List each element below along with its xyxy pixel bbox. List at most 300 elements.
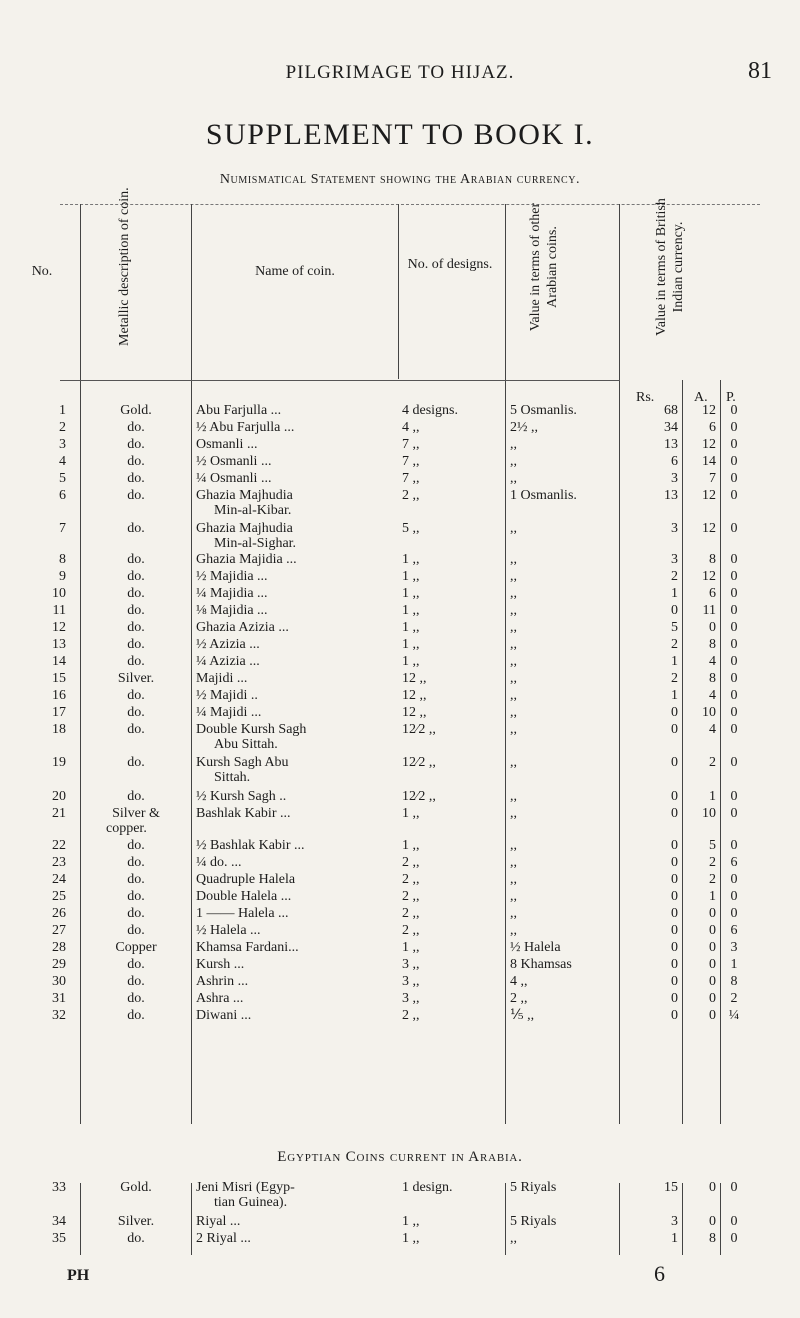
cell-designs: 1 ,, — [402, 1231, 420, 1246]
header-designs: No. of designs. — [407, 257, 493, 272]
cell-arabian: ½ Halela — [510, 940, 561, 955]
cell-metal: do. — [127, 637, 145, 652]
cell-arabian: 5 Riyals — [510, 1180, 557, 1195]
cell-metal: Gold. — [120, 1180, 152, 1195]
cell-p: 0 — [730, 403, 738, 418]
cell-arabian: 5 Osmanlis. — [510, 403, 577, 418]
cell-designs: 1 ,, — [402, 806, 420, 821]
cell-a: 11 — [702, 603, 716, 618]
header-metal: Metallic description of coin. — [117, 187, 132, 346]
cell-metal: do. — [127, 991, 145, 1006]
section-title: Egyptian Coins current in Arabia. — [277, 1149, 523, 1165]
cell-rs: 0 — [671, 705, 678, 720]
table-row — [0, 855, 800, 870]
table-row — [0, 488, 800, 503]
cell-designs: 12 ,, — [402, 688, 427, 703]
table-row — [0, 671, 800, 686]
table-row — [0, 923, 800, 938]
cell-a: 0 — [709, 991, 716, 1006]
cell-arabian: ,, — [510, 872, 517, 887]
cell-a: 0 — [709, 923, 716, 938]
cell-metal: do. — [127, 906, 145, 921]
cell-rs: 1 — [671, 586, 678, 601]
cell-p: 0 — [730, 586, 738, 601]
cell-p: 0 — [730, 1180, 738, 1195]
cell-metal: do. — [127, 569, 145, 584]
cell-a: 14 — [702, 454, 716, 469]
table-row — [0, 471, 800, 486]
cell-rs: 68 — [664, 403, 678, 418]
cell-name: ¼ Majidi ... — [196, 705, 262, 720]
cell-no: 14 — [52, 654, 66, 669]
running-head — [0, 58, 800, 86]
cell-designs: 5 ,, — [402, 521, 420, 536]
cell-metal: do. — [127, 705, 145, 720]
cell-p: 6 — [730, 923, 738, 938]
cell-arabian: ,, — [510, 906, 517, 921]
cell-arabian: 2½ ,, — [510, 420, 538, 435]
cell-designs: 12 ,, — [402, 705, 427, 720]
cell-designs: 7 ,, — [402, 471, 420, 486]
cell-name: Ghazia Majhudia — [196, 488, 293, 503]
cell-arabian: ,, — [510, 722, 517, 737]
cell-designs: 1 ,, — [402, 620, 420, 635]
table-row — [0, 654, 800, 669]
cell-metal: do. — [127, 1231, 145, 1246]
cell-designs: 3 ,, — [402, 991, 420, 1006]
cell-no: 33 — [52, 1180, 66, 1195]
cell-arabian: ,, — [510, 1231, 517, 1246]
cell-metal: do. — [127, 654, 145, 669]
cell-rs: 3 — [671, 552, 678, 567]
cell-designs: 1 ,, — [402, 552, 420, 567]
cell-rs: 0 — [671, 906, 678, 921]
cell-p: 0 — [730, 889, 738, 904]
cell-metal: do. — [127, 437, 145, 452]
header-rule — [60, 380, 620, 381]
cell-metal: Gold. — [120, 403, 152, 418]
cell-rs: 0 — [671, 889, 678, 904]
header-british: Value in terms of British Indian currency. — [654, 198, 686, 336]
cell-name: ¼ Osmanli ... — [196, 471, 272, 486]
cell-p: 0 — [730, 521, 738, 536]
header-arabian: Value in terms of other Arabian coins. — [528, 202, 560, 332]
table-row — [0, 872, 800, 887]
cell-arabian: ,, — [510, 620, 517, 635]
cell-designs: 4 designs. — [402, 403, 458, 418]
cell-rs: 0 — [671, 603, 678, 618]
cell-name: ½ Osmanli ... — [196, 454, 272, 469]
cell-designs: 2 ,, — [402, 923, 420, 938]
cell-designs: 7 ,, — [402, 437, 420, 452]
cell-p: 0 — [730, 789, 738, 804]
cell-no: 16 — [52, 688, 66, 703]
cell-designs: 2 ,, — [402, 872, 420, 887]
cell-arabian: ,, — [510, 755, 517, 770]
cell-p: 0 — [730, 437, 738, 452]
cell-a: 2 — [709, 755, 716, 770]
table-row — [0, 1180, 800, 1195]
cell-designs: 1 ,, — [402, 637, 420, 652]
cell-p: 8 — [730, 974, 738, 989]
table-row — [0, 940, 800, 955]
cell-rs: 3 — [671, 521, 678, 536]
cell-metal: do. — [127, 620, 145, 635]
cell-rs: 0 — [671, 957, 678, 972]
cell-no: 6 — [59, 488, 66, 503]
cell-no: 18 — [52, 722, 66, 737]
cell-a: 0 — [709, 957, 716, 972]
cell-no: 35 — [52, 1231, 66, 1246]
cell-arabian: ,, — [510, 806, 517, 821]
cell-no: 10 — [52, 586, 66, 601]
cell-rs: 0 — [671, 722, 678, 737]
cell-no: 1 — [59, 403, 66, 418]
cell-no: 20 — [52, 789, 66, 804]
cell-no: 24 — [52, 872, 66, 887]
cell-a: 6 — [709, 420, 716, 435]
cell-designs: 1 ,, — [402, 654, 420, 669]
cell-rs: 0 — [671, 974, 678, 989]
cell-name: ⅛ Majidia ... — [196, 603, 268, 618]
cell-name: Majidi ... — [196, 671, 248, 686]
cell-no: 8 — [59, 552, 66, 567]
cell-arabian: ,, — [510, 789, 517, 804]
cell-no: 2 — [59, 420, 66, 435]
table-row — [0, 403, 800, 418]
cell-metal: do. — [127, 488, 145, 503]
table-row — [0, 806, 800, 821]
cell-a: 1 — [709, 889, 716, 904]
cell-arabian: ,, — [510, 654, 517, 669]
cell-name: ¼ Azizia ... — [196, 654, 260, 669]
cell-a: 8 — [709, 552, 716, 567]
cell-a: 7 — [709, 471, 716, 486]
cell-a: 12 — [702, 437, 716, 452]
table-row — [0, 838, 800, 853]
cell-p: 0 — [730, 806, 738, 821]
cell-name: ½ Majidia ... — [196, 569, 268, 584]
cell-a: 4 — [709, 722, 716, 737]
cell-metal: Silver. — [117, 1214, 155, 1229]
cell-metal: Silver. — [117, 671, 155, 686]
table-row — [0, 755, 800, 770]
cell-no: 13 — [52, 637, 66, 652]
cell-rs: 0 — [671, 838, 678, 853]
cell-rs: 0 — [671, 940, 678, 955]
cell-designs: 1 ,, — [402, 838, 420, 853]
cell-a: 12 — [702, 521, 716, 536]
cell-name: Double Kursh Sagh — [196, 722, 307, 737]
table-row — [0, 620, 800, 635]
cell-name: Ashrin ... — [196, 974, 249, 989]
cell-name-continuation: Min-al-Sighar. — [214, 536, 297, 551]
cell-rs: 13 — [664, 437, 678, 452]
table-row — [0, 454, 800, 469]
cell-a: 8 — [709, 671, 716, 686]
cell-a: 2 — [709, 855, 716, 870]
cell-name: ½ Kursh Sagh .. — [196, 789, 287, 804]
table-row — [0, 1008, 800, 1023]
cell-name: Khamsa Fardani... — [196, 940, 299, 955]
column-rule — [398, 204, 399, 379]
cell-metal: do. — [127, 586, 145, 601]
cell-p: 1 — [730, 957, 738, 972]
cell-a: 8 — [709, 1231, 716, 1246]
cell-arabian: ,, — [510, 923, 517, 938]
cell-name: Jeni Misri (Egyp- — [196, 1180, 295, 1195]
cell-designs: 1 ,, — [402, 1214, 420, 1229]
cell-metal: do. — [127, 838, 145, 853]
cell-no: 7 — [59, 521, 66, 536]
cell-a: 12 — [702, 488, 716, 503]
cell-no: 28 — [52, 940, 66, 955]
cell-no: 22 — [52, 838, 66, 853]
cell-metal: do. — [127, 923, 145, 938]
cell-arabian: 2 ,, — [510, 991, 528, 1006]
cell-p: 0 — [730, 1214, 738, 1229]
cell-metal: do. — [127, 521, 145, 536]
cell-designs: 2 ,, — [402, 889, 420, 904]
cell-metal: do. — [127, 603, 145, 618]
cell-metal: do. — [127, 454, 145, 469]
cell-name: ½ Azizia ... — [196, 637, 260, 652]
cell-no: 21 — [52, 806, 66, 821]
cell-a: 2 — [709, 872, 716, 887]
cell-no: 15 — [52, 671, 66, 686]
cell-name: ¼ Majidia ... — [196, 586, 268, 601]
cell-designs: 12⁄2 ,, — [402, 755, 436, 770]
cell-no: 32 — [52, 1008, 66, 1023]
cell-metal: do. — [127, 957, 145, 972]
cell-name-continuation: tian Guinea). — [214, 1195, 288, 1210]
cell-designs: 2 ,, — [402, 488, 420, 503]
cell-a: 4 — [709, 654, 716, 669]
cell-p: 0 — [730, 420, 738, 435]
cell-metal: do. — [127, 552, 145, 567]
cell-designs: 3 ,, — [402, 957, 420, 972]
cell-no: 19 — [52, 755, 66, 770]
table-row — [0, 906, 800, 921]
running-title: PILGRIMAGE TO HIJAZ. — [285, 62, 515, 83]
cell-name: Double Halela ... — [196, 889, 292, 904]
table-row — [0, 1231, 800, 1246]
cell-name: ½ Majidi .. — [196, 688, 258, 703]
table-row — [0, 957, 800, 972]
cell-metal: do. — [127, 872, 145, 887]
signature-number: 6 — [654, 1261, 665, 1286]
cell-no: 25 — [52, 889, 66, 904]
cell-a: 10 — [702, 806, 716, 821]
header-annas: A. — [694, 390, 708, 405]
cell-p: 0 — [730, 569, 738, 584]
cell-a: 0 — [709, 620, 716, 635]
table-row — [0, 420, 800, 435]
cell-arabian: ,, — [510, 637, 517, 652]
cell-designs: 1 ,, — [402, 569, 420, 584]
cell-name: Riyal ... — [196, 1214, 241, 1229]
table-caption: Numismatical Statement showing the Arabian currency. — [219, 172, 581, 187]
cell-rs: 0 — [671, 806, 678, 821]
table-row — [0, 603, 800, 618]
cell-a: 8 — [709, 637, 716, 652]
cell-rs: 3 — [671, 471, 678, 486]
cell-p: 0 — [730, 755, 738, 770]
header-rs: Rs. — [636, 390, 655, 405]
cell-metal: Copper — [115, 940, 157, 955]
cell-metal-continuation: copper. — [106, 821, 147, 836]
table-row — [0, 569, 800, 584]
cell-designs: 7 ,, — [402, 454, 420, 469]
table-row — [0, 974, 800, 989]
cell-arabian: ,, — [510, 855, 517, 870]
cell-no: 23 — [52, 855, 66, 870]
cell-rs: 0 — [671, 923, 678, 938]
signature-mark: PH — [67, 1267, 90, 1284]
cell-rs: 3 — [671, 1214, 678, 1229]
cell-no: 26 — [52, 906, 66, 921]
cell-metal: do. — [127, 688, 145, 703]
cell-name-continuation: Abu Sittah. — [214, 737, 278, 752]
cell-p: 0 — [730, 838, 738, 853]
cell-arabian: ⅕ ,, — [510, 1008, 535, 1023]
cell-no: 5 — [59, 471, 66, 486]
cell-designs: 2 ,, — [402, 906, 420, 921]
cell-name: Osmanli ... — [196, 437, 258, 452]
cell-rs: 0 — [671, 872, 678, 887]
cell-arabian: ,, — [510, 705, 517, 720]
cell-a: 12 — [702, 403, 716, 418]
cell-name: Kursh ... — [196, 957, 245, 972]
cell-rs: 1 — [671, 688, 678, 703]
cell-arabian: 8 Khamsas — [510, 957, 572, 972]
cell-name-continuation: Min-al-Kibar. — [214, 503, 292, 518]
cell-rs: 2 — [671, 671, 678, 686]
cell-name: Abu Farjulla ... — [196, 403, 282, 418]
cell-a: 5 — [709, 838, 716, 853]
cell-rs: 2 — [671, 637, 678, 652]
cell-p: 0 — [730, 722, 738, 737]
cell-p: 0 — [730, 872, 738, 887]
cell-rs: 2 — [671, 569, 678, 584]
cell-designs: 1 ,, — [402, 586, 420, 601]
cell-a: 10 — [702, 705, 716, 720]
cell-rs: 34 — [664, 420, 678, 435]
cell-arabian: ,, — [510, 454, 517, 469]
cell-designs: 1 design. — [402, 1180, 453, 1195]
cell-p: 0 — [730, 705, 738, 720]
cell-arabian: ,, — [510, 471, 517, 486]
page-number: 81 — [748, 58, 772, 84]
cell-no: 9 — [59, 569, 66, 584]
cell-name: ¼ do. ... — [196, 855, 242, 870]
cell-p: 0 — [730, 620, 738, 635]
cell-p: 0 — [730, 688, 738, 703]
cell-name: Ashra ... — [196, 991, 244, 1006]
table-row — [0, 437, 800, 452]
cell-name: Ghazia Majhudia — [196, 521, 293, 536]
cell-rs: 1 — [671, 1231, 678, 1246]
header-pies: P. — [726, 390, 736, 405]
cell-metal: do. — [127, 1008, 145, 1023]
header-no: No. — [31, 264, 53, 279]
cell-arabian: 1 Osmanlis. — [510, 488, 577, 503]
cell-p: 0 — [730, 454, 738, 469]
cell-designs: 12 ,, — [402, 671, 427, 686]
cell-p: 0 — [730, 471, 738, 486]
cell-metal: do. — [127, 789, 145, 804]
cell-metal: do. — [127, 974, 145, 989]
cell-name: Quadruple Halela — [196, 872, 296, 887]
cell-rs: 0 — [671, 1008, 678, 1023]
cell-name: Ghazia Majidia ... — [196, 552, 297, 567]
table-row — [0, 688, 800, 703]
cell-rs: 1 — [671, 654, 678, 669]
cell-arabian: ,, — [510, 838, 517, 853]
cell-a: 0 — [709, 1180, 716, 1195]
cell-name: 2 Riyal ... — [196, 1231, 251, 1246]
cell-rs: 0 — [671, 855, 678, 870]
cell-no: 12 — [52, 620, 66, 635]
cell-metal: do. — [127, 755, 145, 770]
cell-p: 0 — [730, 906, 738, 921]
cell-arabian: 5 Riyals — [510, 1214, 557, 1229]
table-row — [0, 637, 800, 652]
cell-p: 0 — [730, 671, 738, 686]
cell-rs: 0 — [671, 789, 678, 804]
cell-name: ½ Abu Farjulla ... — [196, 420, 295, 435]
cell-metal: Silver & — [112, 806, 160, 821]
cell-name-continuation: Sittah. — [214, 770, 251, 785]
cell-a: 0 — [709, 1214, 716, 1229]
cell-arabian: ,, — [510, 688, 517, 703]
cell-arabian: ,, — [510, 603, 517, 618]
cell-no: 31 — [52, 991, 66, 1006]
cell-no: 34 — [52, 1214, 66, 1229]
header-name: Name of coin. — [255, 264, 335, 279]
cell-arabian: ,, — [510, 671, 517, 686]
cell-a: 0 — [709, 906, 716, 921]
cell-a: 0 — [709, 974, 716, 989]
cell-name: ½ Bashlak Kabir ... — [196, 838, 305, 853]
cell-p: ¼ — [728, 1008, 740, 1023]
cell-p: 0 — [730, 552, 738, 567]
table-row — [0, 521, 800, 536]
cell-p: 6 — [730, 855, 738, 870]
table-row — [0, 552, 800, 567]
table-row — [0, 1214, 800, 1229]
table-row — [0, 991, 800, 1006]
cell-name: 1 —— Halela ... — [196, 906, 289, 921]
cell-no: 27 — [52, 923, 66, 938]
page-title: SUPPLEMENT TO BOOK I. — [205, 118, 595, 151]
cell-p: 2 — [730, 991, 738, 1006]
cell-metal: do. — [127, 420, 145, 435]
cell-rs: 13 — [664, 488, 678, 503]
table-row — [0, 889, 800, 904]
cell-arabian: ,, — [510, 889, 517, 904]
cell-a: 1 — [709, 789, 716, 804]
cell-name: Ghazia Azizia ... — [196, 620, 289, 635]
cell-designs: 2 ,, — [402, 855, 420, 870]
table-row — [0, 586, 800, 601]
cell-a: 4 — [709, 688, 716, 703]
cell-name: Kursh Sagh Abu — [196, 755, 289, 770]
cell-designs: 1 ,, — [402, 603, 420, 618]
cell-arabian: ,, — [510, 586, 517, 601]
table-row — [0, 722, 800, 737]
cell-rs: 0 — [671, 991, 678, 1006]
